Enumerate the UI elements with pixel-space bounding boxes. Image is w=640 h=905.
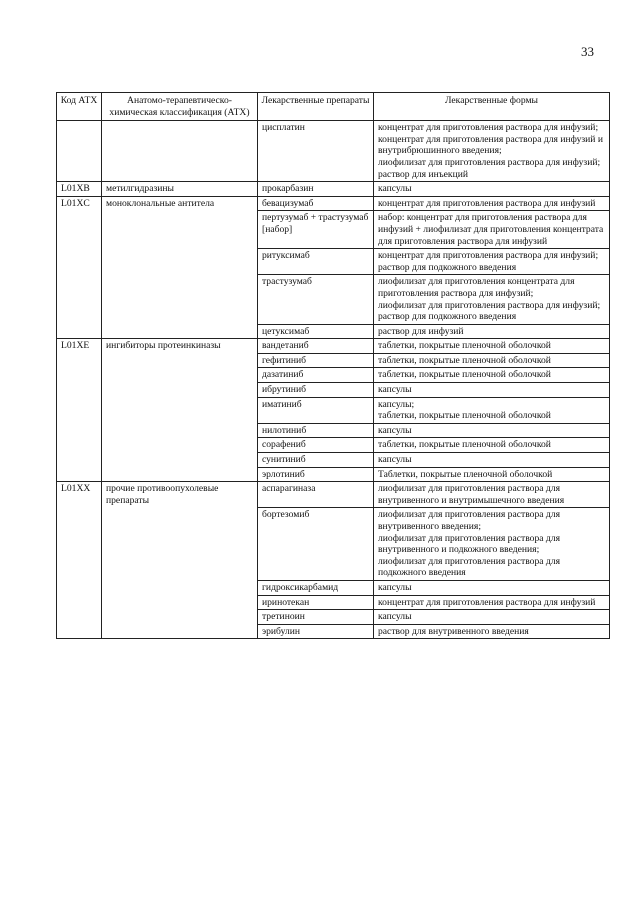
drug-forms (374, 339, 610, 354)
drug-forms (374, 595, 610, 610)
drug-name: пертузумаб + трастузумаб [набор] (258, 211, 374, 249)
drug-name: эрибулин (258, 624, 374, 639)
drug-name: аспарагиназа (258, 482, 374, 508)
atx-classification: прочие противоопухолевые препараты (102, 482, 258, 639)
drug-name: вандетаниб (258, 339, 374, 354)
dosage-form: раствор для инъекций (378, 168, 468, 180)
dosage-form: капсулы (378, 183, 412, 195)
atx-code: L01XB (57, 182, 102, 197)
drug-forms (374, 423, 610, 438)
drug-forms (374, 580, 610, 595)
atx-classification: метилгидразины (102, 182, 258, 197)
drug-name: прокарбазин (258, 182, 374, 197)
drug-forms (374, 397, 610, 423)
drug-forms (374, 438, 610, 453)
drug-name: ибрутиниб (258, 383, 374, 398)
dosage-form: лиофилизат для приготовления раствора для внутривенного введения; (378, 509, 560, 532)
drug-name: трастузумаб (258, 275, 374, 324)
dosage-form: капсулы (378, 454, 412, 466)
dosage-form: таблетки, покрытые пленочной оболочкой (378, 410, 551, 422)
dosage-form: лиофилизат для приготовления раствора для внутривенного и подкожного введения; (378, 532, 560, 556)
drug-forms (374, 353, 610, 368)
drug-forms (374, 467, 610, 482)
dosage-form: концентрат для приготовления раствора для инфузий (378, 197, 596, 209)
dosage-form: капсулы (378, 581, 412, 593)
drug-name: гидроксикарбамид (258, 580, 374, 595)
drug-name: ритуксимаб (258, 249, 374, 275)
dosage-form: таблетки, покрытые пленочной оболочкой (378, 354, 551, 366)
dosage-form: лиофилизат для приготовления раствора для подкожного введения (378, 555, 560, 579)
dosage-form: таблетки, покрытые пленочной оболочкой (378, 369, 551, 381)
atx-code (57, 121, 102, 182)
dosage-form: таблетки, покрытые пленочной оболочкой (378, 340, 551, 352)
table-row (57, 339, 610, 354)
dosage-form: Таблетки, покрытые пленочной оболочкой (378, 468, 553, 480)
dosage-form: лиофилизат для приготовления концентрата для приготовления раствора для инфузий; (378, 276, 575, 299)
page-number: 33 (581, 44, 594, 59)
drug-name: сунитиниб (258, 453, 374, 468)
drug-forms (374, 453, 610, 468)
drug-forms (374, 368, 610, 383)
atx-code: L01XC (57, 196, 102, 339)
table-row (57, 121, 610, 182)
header-drugs: Лекарственные препараты (258, 93, 374, 121)
dosage-form: раствор для инфузий (378, 325, 464, 337)
drug-forms (374, 196, 610, 211)
header-forms: Лекарственные формы (374, 93, 610, 121)
drug-forms (374, 610, 610, 625)
drug-name: сорафениб (258, 438, 374, 453)
drug-forms (374, 249, 610, 275)
atx-table (56, 92, 610, 639)
dosage-form: концентрат для приготовления раствора для инфузий; (378, 122, 599, 134)
drug-forms (374, 482, 610, 508)
dosage-form: капсулы (378, 611, 412, 623)
drug-name: бортезомиб (258, 508, 374, 581)
atx-classification (102, 121, 258, 182)
table-header-row (57, 93, 610, 121)
dosage-form: концентрат для приготовления раствора для инфузий (378, 596, 596, 608)
table-body (57, 121, 610, 639)
drug-name: эрлотиниб (258, 467, 374, 482)
drug-forms (374, 182, 610, 197)
drug-name: гефитиниб (258, 353, 374, 368)
drug-forms (374, 275, 610, 324)
dosage-form: лиофилизат для приготовления раствора для инфузий; (378, 299, 601, 311)
dosage-form: раствор для подкожного введения (378, 261, 517, 273)
dosage-form: набор: концентрат для приготовления раствора для инфузий + лиофилизат для приготовления концентрата для приготовления раствора для инфузий (378, 212, 604, 247)
drug-name: иринотекан (258, 595, 374, 610)
drug-name: третиноин (258, 610, 374, 625)
header-code: Код АТХ (57, 93, 102, 121)
atx-classification: моноклональные антитела (102, 196, 258, 339)
dosage-form: концентрат для приготовления раствора для инфузий и внутрибрюшинного введения; (378, 133, 603, 157)
dosage-form: лиофилизат для приготовления раствора для инфузий; (378, 156, 601, 168)
dosage-form: лиофилизат для приготовления раствора для внутривенного и внутримышечного введения (378, 483, 565, 506)
table-row (57, 182, 610, 197)
drug-name: цисплатин (258, 121, 374, 182)
drug-forms (374, 121, 610, 182)
table-row (57, 196, 610, 211)
table-row (57, 482, 610, 508)
drug-forms (374, 624, 610, 639)
drug-forms (374, 508, 610, 581)
drug-name: цетуксимаб (258, 324, 374, 339)
drug-name: дазатиниб (258, 368, 374, 383)
dosage-form: концентрат для приготовления раствора для инфузий; (378, 250, 599, 262)
dosage-form: раствор для внутривенного введения (378, 625, 529, 637)
dosage-form: капсулы; (378, 398, 415, 410)
drug-forms (374, 383, 610, 398)
header-classification: Анатомо-терапевтическо-химическая классификация (АТХ) (102, 93, 258, 121)
dosage-form: раствор для подкожного введения (378, 311, 517, 323)
drug-name: иматиниб (258, 397, 374, 423)
drug-forms (374, 324, 610, 339)
dosage-form: капсулы (378, 424, 412, 436)
dosage-form: капсулы (378, 384, 412, 396)
drug-forms (374, 211, 610, 249)
drug-name: нилотиниб (258, 423, 374, 438)
atx-classification: ингибиторы протеинкиназы (102, 339, 258, 482)
atx-code: L01XX (57, 482, 102, 639)
dosage-form: таблетки, покрытые пленочной оболочкой (378, 439, 551, 451)
drug-name: бевацизумаб (258, 196, 374, 211)
atx-code: L01XE (57, 339, 102, 482)
